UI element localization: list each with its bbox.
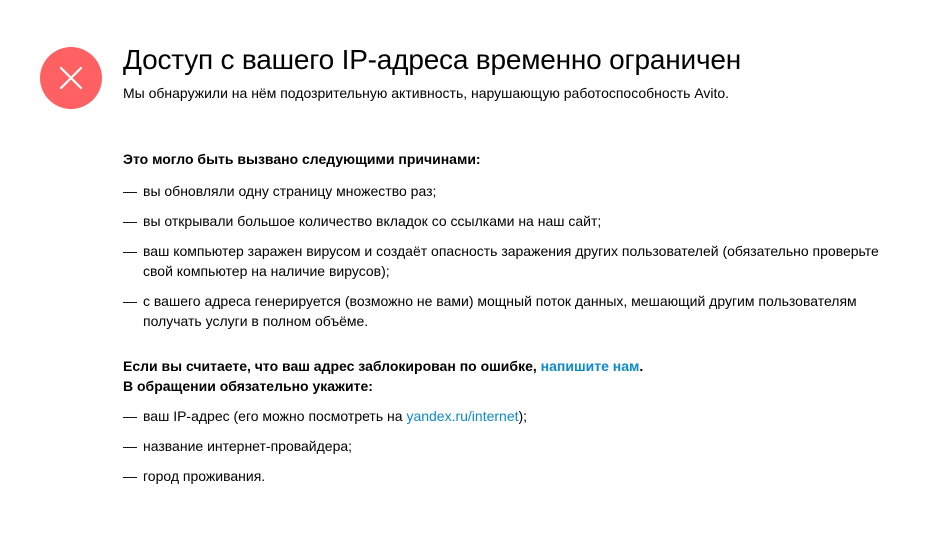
ip-text-end: );	[518, 408, 528, 424]
dash-marker: —	[123, 213, 137, 229]
list-item	[123, 241, 903, 281]
contact-period: .	[639, 358, 644, 374]
reason-text: вы обновляли одну страницу множество раз;	[143, 183, 437, 199]
dash-marker: —	[123, 183, 137, 199]
page-title: Доступ с вашего IP-адреса временно ограничен	[123, 44, 741, 75]
list-item	[123, 211, 903, 231]
close-icon	[40, 47, 102, 109]
reason-text: вы открывали большое количество вкладок со ссылками на наш сайт;	[143, 213, 602, 229]
dash-marker: —	[123, 468, 137, 484]
contact-message	[123, 356, 923, 396]
dash-marker: —	[123, 243, 137, 259]
reason-text: с вашего адреса генерируется (возможно не вами) мощный поток данных, мешающий другим пользователям получать услуги в полном объёме.	[143, 293, 857, 329]
reason-text: ваш компьютер заражен вирусом и создаёт опасность заражения других пользователей (обязательно проверьте свой компьютер на наличие вирусов);	[143, 243, 879, 279]
list-item	[123, 406, 903, 426]
error-badge	[40, 47, 102, 109]
dash-marker: —	[123, 408, 137, 424]
city-text: город проживания.	[143, 468, 266, 484]
dash-marker: —	[123, 438, 137, 454]
ip-text: ваш IP-адрес (его можно посмотреть на	[143, 408, 407, 424]
list-item	[123, 466, 903, 486]
contact-text: Если вы считаете, что ваш адрес заблокирован по ошибке,	[123, 358, 541, 374]
yandex-internet-link[interactable]: yandex.ru/internet	[406, 408, 519, 424]
list-item	[123, 181, 903, 201]
reasons-list	[123, 181, 923, 331]
page-subtitle: Мы обнаружили на нём подозрительную активность, нарушающую работоспособность Avito.	[123, 85, 730, 101]
list-item	[123, 436, 903, 456]
details-list	[123, 406, 923, 486]
provider-text: название интернет-провайдера;	[143, 438, 353, 454]
contact-instruction: В обращении обязательно укажите:	[123, 378, 373, 394]
list-item	[123, 291, 903, 331]
dash-marker: —	[123, 293, 137, 309]
write-us-link[interactable]: напишите нам	[540, 358, 640, 374]
reasons-heading: Это могло быть вызвано следующими причинами:	[123, 151, 481, 167]
main-content	[123, 40, 923, 486]
